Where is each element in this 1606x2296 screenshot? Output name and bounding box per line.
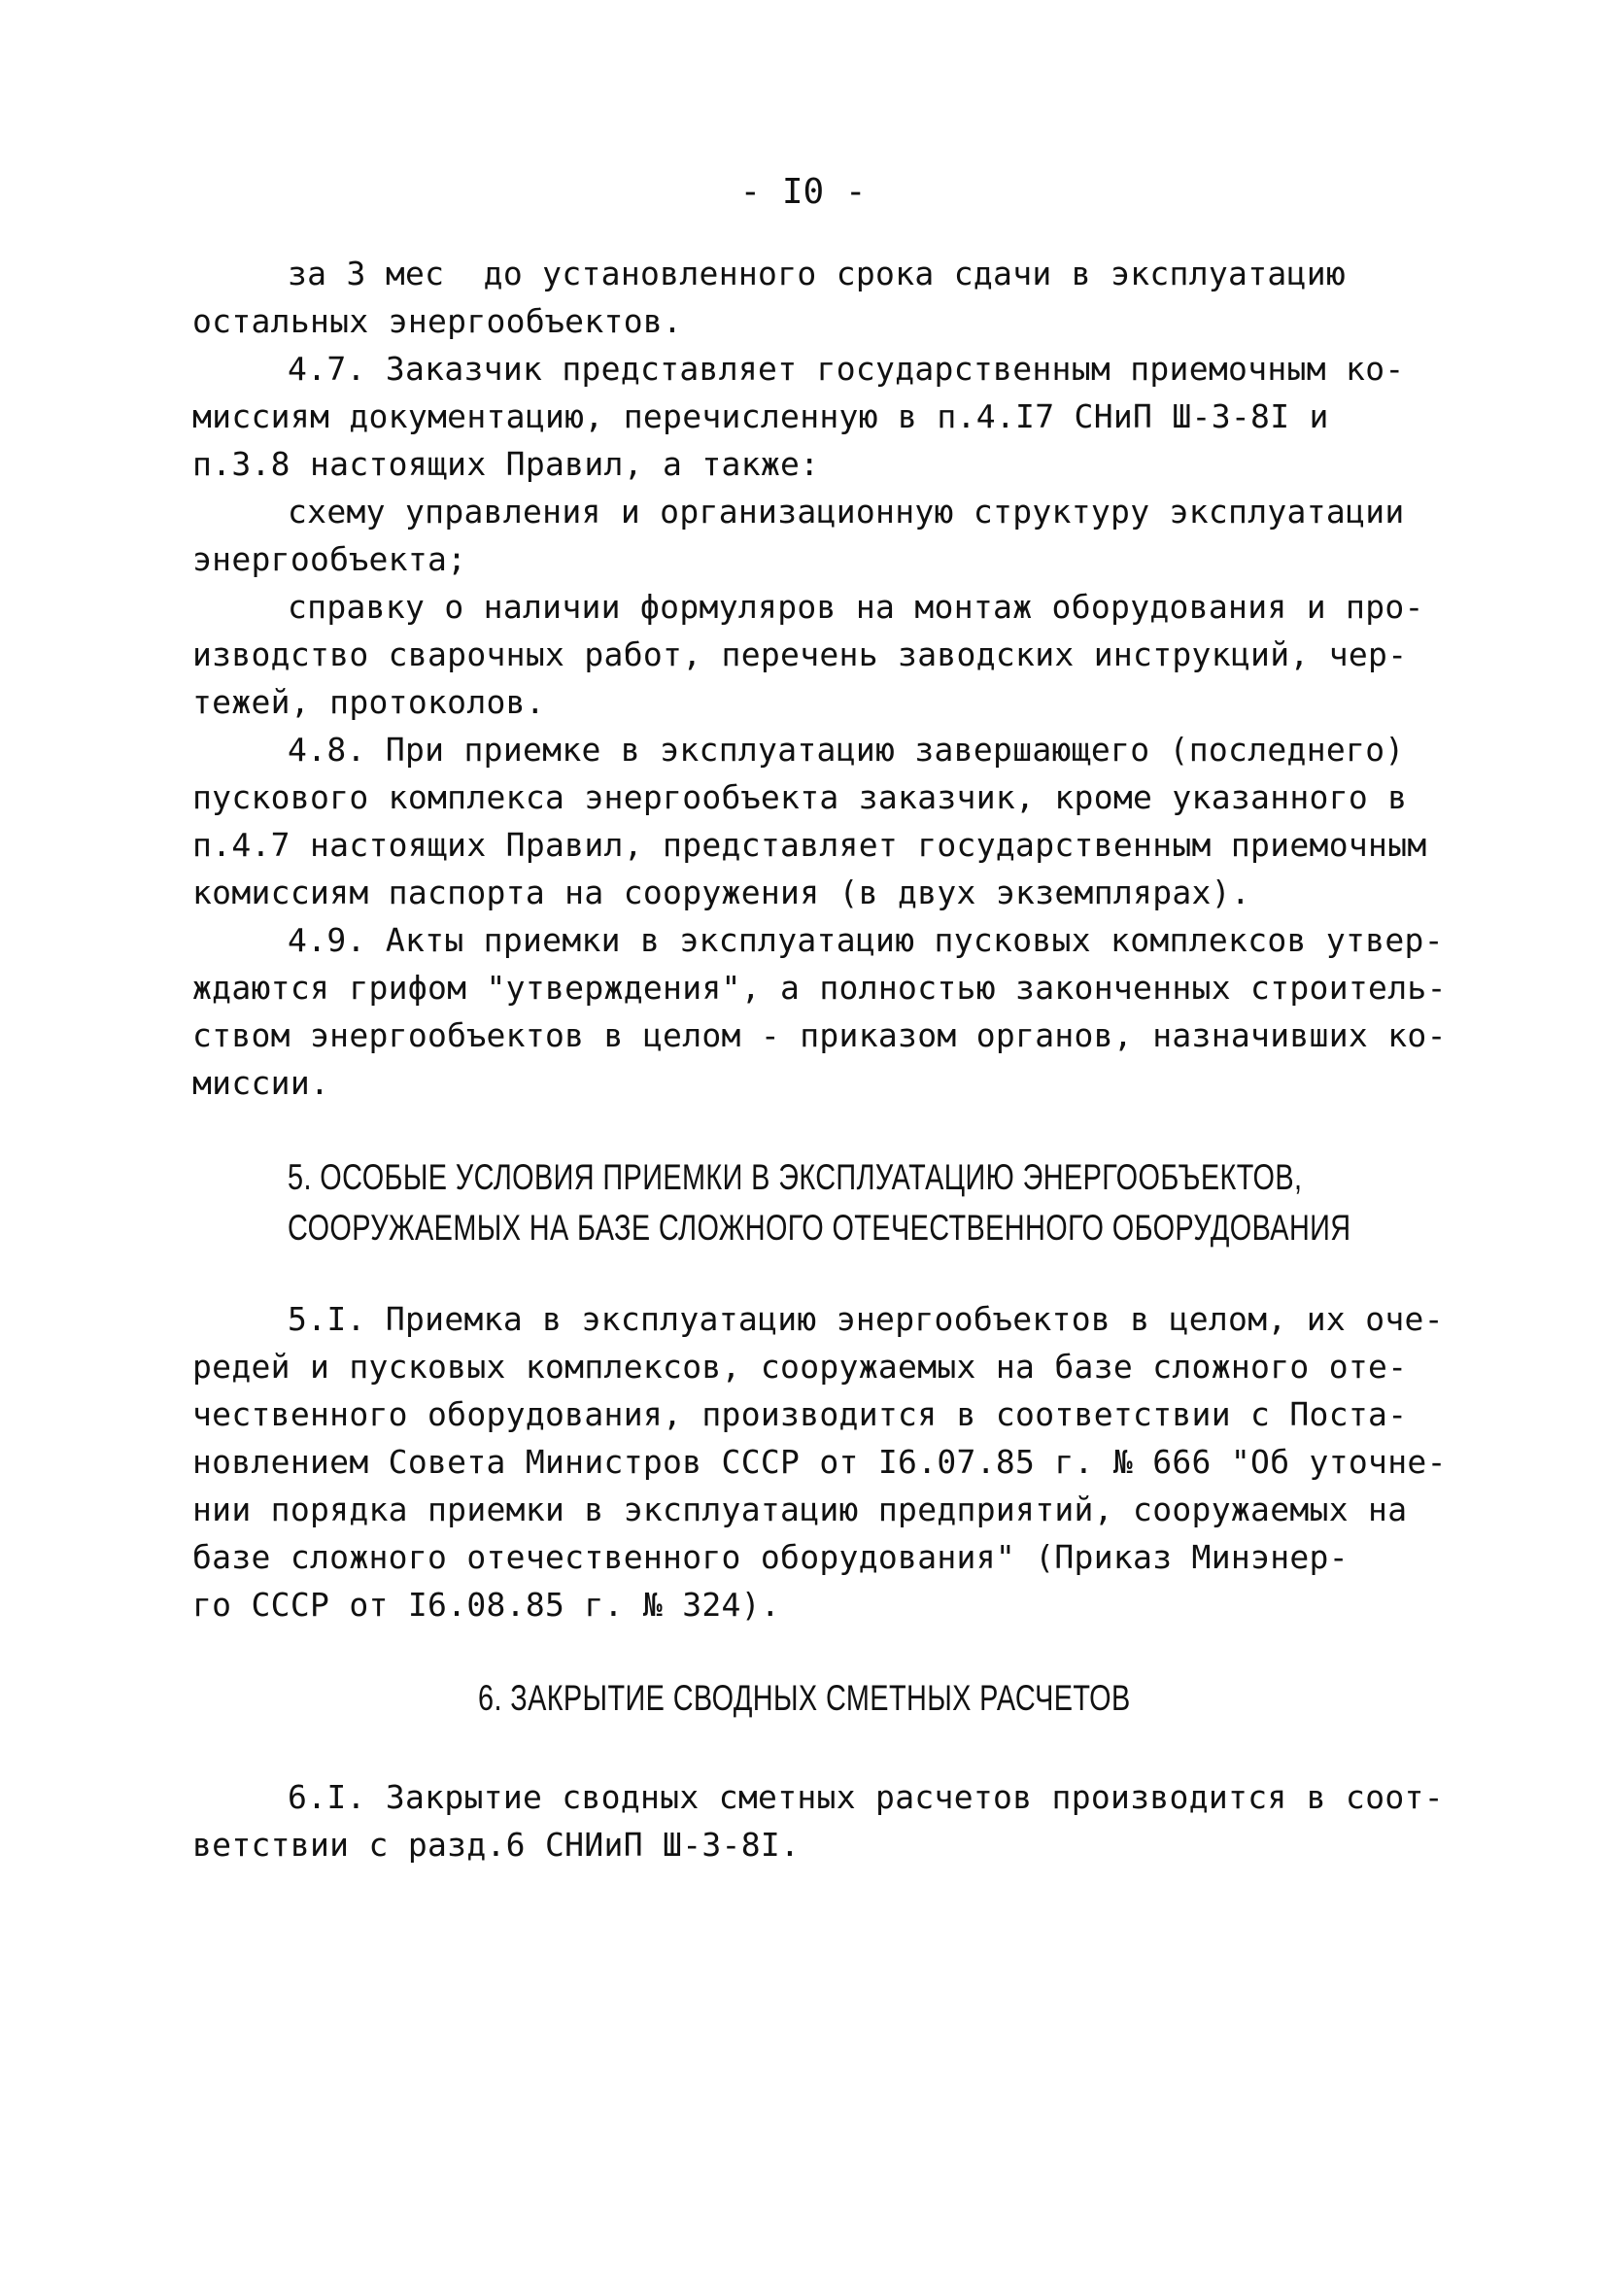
text-line: энергообъекта; xyxy=(192,540,467,578)
text-line: п.4.7 настоящих Правил, представляет государственным приемочным xyxy=(192,826,1427,864)
text-line: базе сложного отечественного оборудования" (Приказ Минэнер- xyxy=(192,1538,1349,1576)
text-line: 4.8. При приемке в эксплуатацию завершающего (последнего) xyxy=(288,731,1405,769)
text-line: 4.7. Заказчик представляет государственным приемочным ко- xyxy=(288,350,1405,388)
text-line: ветствии с разд.6 СНИиП Ш-3-8I. xyxy=(192,1826,801,1864)
text-line: 5.I. Приемка в эксплуатацию энергообъектов в целом, их оче- xyxy=(288,1300,1444,1338)
text-line: 6.I. Закрытие сводных сметных расчетов производится в соот- xyxy=(288,1778,1444,1816)
text-line: пускового комплекса энергообъекта заказчик, кроме указанного в xyxy=(192,778,1408,816)
text-line: редей и пусковых комплексов, сооружаемых на базе сложного оте- xyxy=(192,1348,1408,1386)
text-line: комиссиям паспорта на сооружения (в двух экземплярах). xyxy=(192,874,1251,911)
text-line: новлением Совета Министров СССР от I6.07.85 г. № 666 "Об уточне- xyxy=(192,1443,1447,1481)
page-number: - I0 - xyxy=(739,172,867,212)
text-line: ждаются грифом "утверждения", а полностью законченных строитель- xyxy=(192,969,1447,1007)
text-line: п.3.8 настоящих Правил, а также: xyxy=(192,445,820,483)
text-line: ством энергообъектов в целом - приказом органов, назначивших ко- xyxy=(192,1016,1447,1054)
section-5-heading-line-1: 5. ОСОБЫЕ УСЛОВИЯ ПРИЕМКИ В ЭКСПЛУАТАЦИЮ ЭНЕРГООБЪЕКТОВ, xyxy=(288,1157,1303,1197)
section-6-heading: 6. ЗАКРЫТИЕ СВОДНЫХ СМЕТНЫХ РАСЧЕТОВ xyxy=(478,1678,1131,1718)
text-line: за 3 мес до установленного срока сдачи в эксплуатацию xyxy=(288,255,1347,292)
text-line: нии порядка приемки в эксплуатацию предприятий, сооружаемых на xyxy=(192,1491,1408,1528)
text-line: 4.9. Акты приемки в эксплуатацию пусковых комплексов утвер- xyxy=(288,921,1444,959)
text-line: чественного оборудования, производится в соответствии с Поста- xyxy=(192,1395,1408,1433)
text-line: тежей, протоколов. xyxy=(192,683,546,721)
section-5-heading-line-2: СООРУЖАЕМЫХ НА БАЗЕ СЛОЖНОГО ОТЕЧЕСТВЕННОГО ОБОРУДОВАНИЯ xyxy=(288,1208,1351,1248)
text-line: остальных энергообъектов. xyxy=(192,302,683,340)
text-line: го СССР от I6.08.85 г. № 324). xyxy=(192,1586,781,1624)
text-line: миссии. xyxy=(192,1064,330,1102)
text-line: миссиям документацию, перечисленную в п.4.I7 СНиП Ш-3-8I и xyxy=(192,397,1329,435)
text-line: схему управления и организационную структуру эксплуатации xyxy=(288,493,1405,531)
text-line: изводство сварочных работ, перечень заводских инструкций, чер- xyxy=(192,635,1408,673)
text-line: справку о наличии формуляров на монтаж оборудования и про- xyxy=(288,588,1424,626)
